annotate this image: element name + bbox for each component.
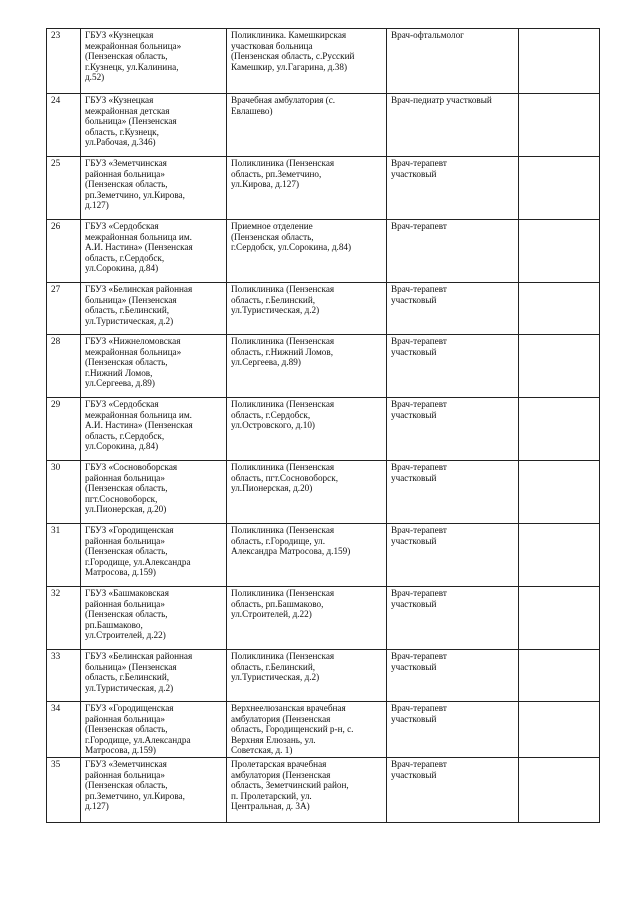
organization-cell [81, 650, 227, 702]
organization-text-line: районная больница» [85, 168, 165, 179]
department-text-line: (Пензенская область, с.Русский [231, 51, 355, 62]
department-text-line: (Пензенская область, [231, 231, 314, 242]
organization-text-line: г.Городище, ул.Александра [85, 734, 191, 745]
organization-cell [81, 398, 227, 461]
organization-text-line: Матросова, д.159) [85, 567, 156, 578]
department-cell [227, 461, 387, 524]
position-text-line: Врач-терапевт [391, 336, 447, 346]
department-text-line: область, Городищенский р-н, с. [231, 724, 354, 735]
organization-text-line: (Пензенская область, [85, 483, 168, 494]
row-number-cell [47, 702, 81, 758]
table-row [47, 398, 600, 461]
row-number: 23 [51, 30, 61, 40]
row-number: 31 [51, 525, 61, 535]
organization-text-line: д.127) [85, 200, 109, 211]
department-cell [227, 398, 387, 461]
organization-text-line: межрайонная детская [85, 105, 170, 116]
department-text-line: Приемное отделение [231, 221, 313, 231]
organization-cell [81, 587, 227, 650]
row-number-cell [47, 94, 81, 157]
organization-text-line: ГБУЗ «Городищенская [85, 703, 174, 713]
row-number-cell [47, 650, 81, 702]
department-text-line: область, г.Сердобск, [231, 409, 311, 420]
position-text-line: участковый [391, 713, 437, 724]
organization-text-line: ГБУЗ «Земетчинская [85, 158, 167, 168]
department-text-line: г.Сердобск, ул.Сорокина, д.84) [231, 242, 352, 253]
table-body [47, 29, 600, 823]
organization-text-line: А.И. Настина» (Пензенская [85, 242, 193, 253]
organization-text-line: г.Кузнецк, ул.Калинина, [85, 61, 179, 72]
row-number-cell [47, 157, 81, 220]
table-row [47, 157, 600, 220]
position-cell [387, 524, 519, 587]
department-text-line: ул.Туристическая, д.2) [231, 672, 320, 683]
organization-text-line: ГБУЗ «Нижнеломовская [85, 336, 181, 346]
organization-cell [81, 335, 227, 398]
organization-text-line: ул.Сорокина, д.84) [85, 441, 159, 452]
row-number: 27 [51, 284, 61, 294]
empty-cell [519, 157, 600, 220]
empty-cell [519, 650, 600, 702]
empty-cell [519, 29, 600, 94]
row-number-cell [47, 587, 81, 650]
organization-text-line: межрайонная больница» [85, 40, 182, 51]
department-cell [227, 94, 387, 157]
position-text-line: Врач-терапевт [391, 399, 447, 409]
organization-text-line: ГБУЗ «Кузнецкая [85, 30, 154, 40]
organization-text-line: межрайонная больница им. [85, 409, 192, 420]
vacancy-table [46, 28, 600, 823]
department-text-line: область, г.Белинский, [231, 294, 316, 305]
organization-text-line: (Пензенская область, [85, 780, 168, 791]
department-text-line: Советская, д. 1) [231, 745, 293, 756]
position-cell [387, 283, 519, 335]
department-cell [227, 157, 387, 220]
position-cell [387, 220, 519, 283]
position-text-line: участковый [391, 535, 437, 546]
organization-text-line: (Пензенская область, [85, 357, 168, 368]
position-text-line: участковый [391, 346, 437, 357]
organization-text-line: рп.Земетчино, ул.Кирова, [85, 790, 185, 801]
position-cell [387, 650, 519, 702]
organization-text-line: межрайонная больница» [85, 346, 182, 357]
empty-cell [519, 702, 600, 758]
organization-text-line: д.52) [85, 72, 105, 83]
organization-text-line: область, г.Белинский, [85, 672, 170, 683]
row-number-cell [47, 220, 81, 283]
organization-cell [81, 757, 227, 822]
department-cell [227, 283, 387, 335]
department-text-line: ул.Кирова, д.127) [231, 179, 300, 190]
empty-cell [519, 757, 600, 822]
department-text-line: Верхняя Елюзань, ул. [231, 734, 316, 745]
organization-text-line: г.Нижний Ломов, [85, 367, 153, 378]
department-text-line: область, г.Нижний Ломов, [231, 346, 334, 357]
row-number-cell [47, 283, 81, 335]
department-text-line: амбулатория (Пензенская [231, 713, 331, 724]
organization-text-line: ул.Пионерская, д.20) [85, 504, 167, 515]
position-text-line: участковый [391, 598, 437, 609]
organization-cell [81, 283, 227, 335]
row-number: 35 [51, 758, 61, 769]
organization-text-line: рп.Земетчино, ул.Кирова, [85, 189, 185, 200]
row-number-cell [47, 524, 81, 587]
organization-cell [81, 94, 227, 157]
row-number: 24 [51, 95, 61, 105]
empty-cell [519, 220, 600, 283]
department-text-line: область, Земетчинский район, [231, 780, 349, 791]
organization-text-line: Матросова, д.159) [85, 745, 156, 756]
organization-cell [81, 220, 227, 283]
organization-text-line: ГБУЗ «Башмаковская [85, 588, 169, 598]
position-cell [387, 461, 519, 524]
department-text-line: ул.Пионерская, д.20) [231, 483, 313, 494]
organization-text-line: больница» (Пензенская [85, 116, 177, 127]
position-text-line: Врач-терапевт [391, 462, 447, 472]
department-text-line: область, г.Городище, ул. [231, 535, 326, 546]
position-text-line: Врач-терапевт [391, 758, 447, 769]
empty-cell [519, 524, 600, 587]
organization-text-line: ГБУЗ «Сосновоборская [85, 462, 178, 472]
row-number-cell [47, 335, 81, 398]
table-row [47, 757, 600, 822]
department-cell [227, 29, 387, 94]
empty-cell [519, 283, 600, 335]
position-cell [387, 757, 519, 822]
department-cell [227, 702, 387, 758]
department-text-line: Поликлиника (Пензенская [231, 525, 335, 535]
empty-cell [519, 398, 600, 461]
organization-text-line: (Пензенская область, [85, 179, 168, 190]
organization-text-line: ГБУЗ «Белинская районная [85, 284, 193, 294]
organization-text-line: г.Городище, ул.Александра [85, 556, 191, 567]
department-cell [227, 650, 387, 702]
organization-text-line: (Пензенская область, [85, 546, 168, 557]
organization-cell [81, 29, 227, 94]
department-text-line: область, рп.Земетчино, [231, 168, 322, 179]
position-text-line: Врач-терапевт [391, 158, 447, 168]
position-text-line: участковый [391, 294, 437, 305]
table-row [47, 587, 600, 650]
organization-text-line: А.И. Настина» (Пензенская [85, 420, 193, 431]
position-text-line: Врач-терапевт [391, 588, 447, 598]
organization-text-line: межрайонная больница им. [85, 231, 192, 242]
organization-text-line: область, г.Кузнецк, [85, 126, 159, 137]
position-cell [387, 94, 519, 157]
department-cell [227, 587, 387, 650]
position-cell [387, 398, 519, 461]
department-text-line: Поликлиника (Пензенская [231, 588, 335, 598]
empty-cell [519, 461, 600, 524]
organization-text-line: ГБУЗ «Городищенская [85, 525, 174, 535]
row-number: 32 [51, 588, 61, 598]
empty-cell [519, 94, 600, 157]
position-text-line: Врач-терапевт [391, 703, 447, 713]
organization-text-line: ул.Рабочая, д.346) [85, 137, 156, 148]
department-text-line: Центральная, д. 3А) [231, 801, 310, 812]
organization-text-line: ГБУЗ «Земетчинская [85, 758, 167, 769]
organization-text-line: больница» (Пензенская [85, 661, 177, 672]
department-text-line: Евлашево) [231, 105, 273, 116]
department-text-line: область, г.Белинский, [231, 661, 316, 672]
organization-cell [81, 157, 227, 220]
organization-text-line: районная больница» [85, 713, 165, 724]
department-text-line: Поликлиника. Камешкирская [231, 30, 347, 40]
department-text-line: Камешкир, ул.Гагарина, д.38) [231, 61, 348, 72]
row-number-cell [47, 29, 81, 94]
table-row [47, 702, 600, 758]
department-text-line: Поликлиника (Пензенская [231, 462, 335, 472]
department-text-line: Пролетарская врачебная [231, 758, 327, 769]
organization-text-line: районная больница» [85, 472, 165, 483]
position-text-line: Врач-педиатр участковый [391, 95, 492, 105]
department-text-line: Поликлиника (Пензенская [231, 399, 335, 409]
row-number-cell [47, 757, 81, 822]
table-row [47, 461, 600, 524]
department-text-line: амбулатория (Пензенская [231, 769, 331, 780]
empty-cell [519, 587, 600, 650]
department-cell [227, 524, 387, 587]
organization-text-line: (Пензенская область, [85, 51, 168, 62]
organization-text-line: ул.Туристическая, д.2) [85, 682, 174, 693]
department-text-line: Врачебная амбулатория (с. [231, 95, 336, 105]
department-text-line: Верхнеелюзанская врачебная [231, 703, 346, 713]
table-row [47, 524, 600, 587]
department-cell [227, 757, 387, 822]
department-text-line: Поликлиника (Пензенская [231, 651, 335, 661]
row-number-cell [47, 398, 81, 461]
position-cell [387, 587, 519, 650]
table-row [47, 94, 600, 157]
organization-text-line: ул.Сергеева, д.89) [85, 378, 155, 389]
department-text-line: ул.Строителей, д.22) [231, 609, 312, 620]
organization-cell [81, 702, 227, 758]
organization-text-line: пгт.Сосновоборск, [85, 493, 158, 504]
row-number: 28 [51, 336, 61, 346]
row-number: 26 [51, 221, 61, 231]
position-text-line: участковый [391, 409, 437, 420]
row-number-cell [47, 461, 81, 524]
organization-text-line: районная больница» [85, 598, 165, 609]
department-text-line: п. Пролетарский, ул. [231, 790, 312, 801]
position-cell [387, 335, 519, 398]
position-text-line: Врач-терапевт [391, 221, 447, 231]
department-text-line: область, пгт.Сосновоборск, [231, 472, 338, 483]
organization-text-line: область, г.Сердобск, [85, 430, 165, 441]
organization-text-line: (Пензенская область, [85, 609, 168, 620]
organization-text-line: ГБУЗ «Белинская районная [85, 651, 193, 661]
department-cell [227, 220, 387, 283]
position-text-line: Врач-терапевт [391, 651, 447, 661]
table-row [47, 283, 600, 335]
position-text-line: Врач-терапевт [391, 525, 447, 535]
organization-cell [81, 524, 227, 587]
position-text-line: Врач-терапевт [391, 284, 447, 294]
row-number: 29 [51, 399, 61, 409]
organization-text-line: ГБУЗ «Сердобская [85, 399, 159, 409]
table-row [47, 335, 600, 398]
organization-text-line: районная больница» [85, 769, 165, 780]
position-cell [387, 702, 519, 758]
organization-cell [81, 461, 227, 524]
organization-text-line: (Пензенская область, [85, 724, 168, 735]
row-number: 33 [51, 651, 61, 661]
organization-text-line: ГБУЗ «Сердобская [85, 221, 159, 231]
organization-text-line: ул.Сорокина, д.84) [85, 263, 159, 274]
organization-text-line: область, г.Белинский, [85, 305, 170, 316]
organization-text-line: рп.Башмаково, [85, 619, 143, 630]
department-text-line: Поликлиника (Пензенская [231, 336, 335, 346]
department-text-line: Поликлиника (Пензенская [231, 284, 335, 294]
position-text-line: участковый [391, 168, 437, 179]
organization-text-line: ГБУЗ «Кузнецкая [85, 95, 154, 105]
department-text-line: Поликлиника (Пензенская [231, 158, 335, 168]
row-number: 34 [51, 703, 61, 713]
department-text-line: область, рп.Башмаково, [231, 598, 324, 609]
position-text-line: участковый [391, 769, 437, 780]
table-row [47, 29, 600, 94]
department-text-line: Александра Матросова, д.159) [231, 546, 351, 557]
organization-text-line: ул.Туристическая, д.2) [85, 315, 174, 326]
row-number: 30 [51, 462, 61, 472]
department-cell [227, 335, 387, 398]
organization-text-line: больница» (Пензенская [85, 294, 177, 305]
position-text-line: участковый [391, 661, 437, 672]
table-row [47, 220, 600, 283]
department-text-line: участковая больница [231, 40, 313, 51]
empty-cell [519, 335, 600, 398]
department-text-line: ул.Туристическая, д.2) [231, 305, 320, 316]
position-text-line: Врач-офтальмолог [391, 30, 464, 40]
organization-text-line: область, г.Сердобск, [85, 252, 165, 263]
position-text-line: участковый [391, 472, 437, 483]
organization-text-line: районная больница» [85, 535, 165, 546]
organization-text-line: д.127) [85, 801, 109, 812]
department-text-line: ул.Сергеева, д.89) [231, 357, 301, 368]
row-number: 25 [51, 158, 61, 168]
position-cell [387, 29, 519, 94]
table-row [47, 650, 600, 702]
position-cell [387, 157, 519, 220]
department-text-line: ул.Островского, д.10) [231, 420, 315, 431]
organization-text-line: ул.Строителей, д.22) [85, 630, 166, 641]
document-page [46, 28, 600, 823]
